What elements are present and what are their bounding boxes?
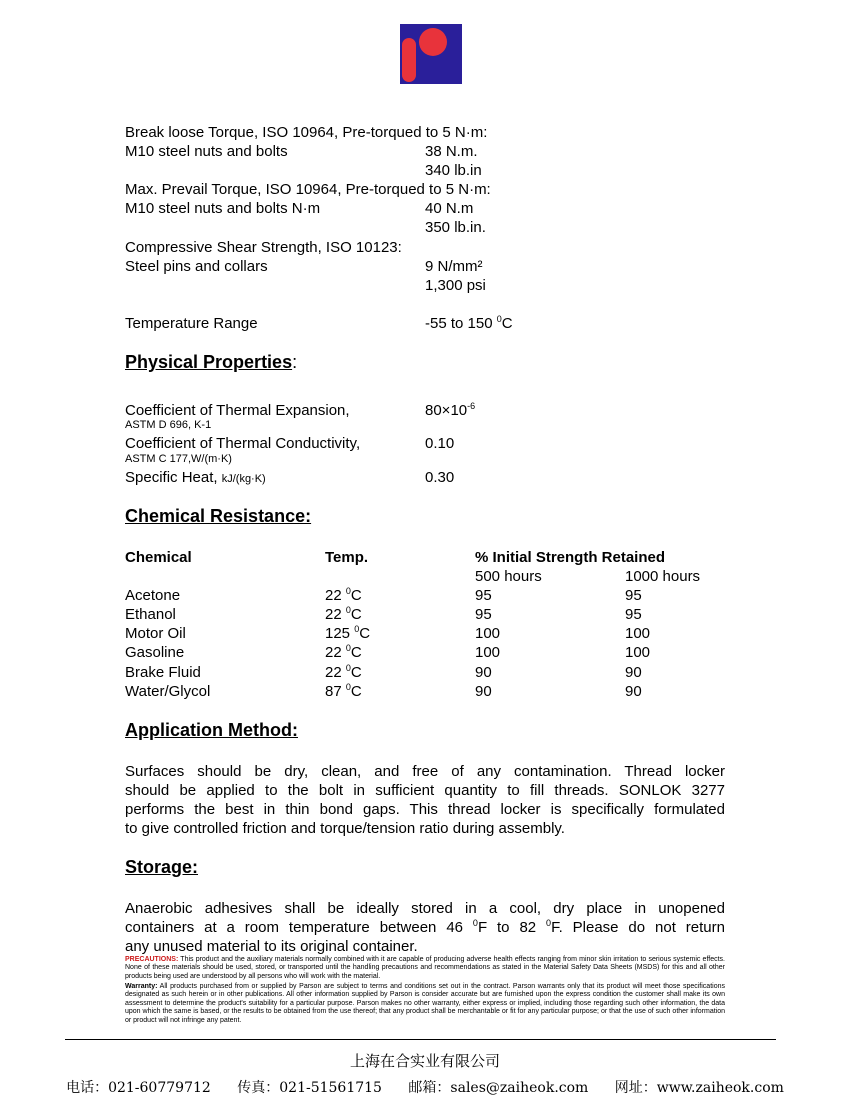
temperature-cell: 87 $^0$C (325, 682, 362, 700)
prevail-value-lbin: 350 lb.in. (425, 219, 486, 236)
strength-500h: 90 (475, 683, 492, 700)
cte-standard: ASTM D 696, K-1 (125, 419, 212, 431)
physical-properties-heading: Physical Properties: (125, 352, 298, 372)
chemical-name: Motor Oil (125, 625, 186, 642)
footer-phone: 电话：021-60779712 (66, 1080, 211, 1096)
strength-500h: 95 (475, 587, 492, 604)
strength-500h: 100 (475, 625, 501, 642)
strength-500h: 95 (475, 606, 492, 623)
prevail-title: Max. Prevail Torque, ISO 10964, Pre-torqued to 5 N·m: (125, 181, 491, 198)
cte-value: $80\times 10^{-6}$ (425, 401, 476, 419)
temperature-value: -55 to 150 $^0$C (425, 314, 513, 332)
cte-label: Coefficient of Thermal Expansion, (125, 402, 350, 419)
temperature-cell: 22 $^0$C (325, 586, 362, 604)
shear-title: Compressive Shear Strength, ISO 10123: (125, 239, 402, 256)
chemical-name: Ethanol (125, 606, 176, 623)
application-line-1: Surfaces should be dry, clean, and free of any contamination. Thread locker (125, 763, 725, 780)
chemical-name: Water/Glycol (125, 683, 211, 700)
temperature-cell: 125 $^0$C (325, 624, 371, 642)
chemical-name: Brake Fluid (125, 664, 201, 681)
shear-value-nmm: 9 N/mm² (425, 258, 483, 275)
precautions-notice: PRECAUTIONS: This product and the auxiliary materials normally combined with it are capable of producing adverse health effects ranging from minor skin irritation to serious systemic effects. None of these materials should be used, stored, or transported until the handling precautions and recommendations as stated in the Material Safety Data Sheets (MSDS) for this and all other products being used are understood by all persons who will work with the material. (125, 956, 725, 980)
chemical-name: Gasoline (125, 644, 185, 661)
footer-email[interactable]: 邮箱：sales@zaiheok.com (408, 1080, 589, 1096)
logo-stem (402, 38, 416, 82)
specific-heat-label: Specific Heat, kJ/(kg·K) (125, 469, 266, 486)
col-strength-header: % Initial Strength Retained (475, 549, 666, 566)
strength-1000h: 100 (625, 625, 651, 642)
logo-circle (419, 28, 447, 56)
application-method-heading: Application Method: (125, 720, 298, 740)
footer-divider (65, 1039, 776, 1040)
breakloose-value-lbin: 340 lb.in (425, 162, 482, 179)
warranty-notice: Warranty: All products purchased from or supplied by Parson are subject to terms and conditions set out in the contract. Parson warrants only that its product will meet those specifications designated as such herein or in other publications. All other information supplied by Parson is consider accurate but are furnished upon the express condition the customer shall make its own assessment to determine the product's suitability for a particular purpose. Parson makes no other warranty, either express or implied, including those regarding such other information, the data upon which the same is based, or the results to be obtained from the use thereof; that any product shall be merchantable or fit for any particular purpose; or that the use of such other information or product will not infringe any patent. (125, 983, 725, 1024)
temperature-cell: 22 $^0$C (325, 643, 362, 661)
application-line-3: performs the best in thin bond gaps. This thread locker is specifically formulated (125, 801, 725, 818)
storage-heading: Storage: (125, 857, 199, 877)
shear-value-psi: 1,300 psi (425, 277, 486, 294)
application-line-2: should be applied to the bolt in sufficient quantity to fill threads. SONLOK 3277 (125, 782, 725, 799)
footer-company-name: 上海在合实业有限公司 (349, 1052, 500, 1070)
col-chemical-header: Chemical (125, 549, 192, 566)
footer-website[interactable]: 网址：www.zaiheok.com (614, 1080, 784, 1096)
specific-heat-value: 0.30 (425, 469, 455, 486)
prevail-label: M10 steel nuts and bolts N·m (125, 200, 321, 217)
strength-500h: 100 (475, 644, 501, 661)
shear-label: Steel pins and collars (125, 258, 268, 275)
footer-fax: 传真：021-51561715 (237, 1080, 382, 1096)
footer-contact-line (0, 1077, 850, 1097)
strength-1000h: 90 (625, 683, 642, 700)
storage-line-1: Anaerobic adhesives shall be ideally stored in a cool, dry place in unopened (125, 900, 725, 917)
storage-line-2: containers at a room temperature between 46 $^0$F to 82 $^0$F. Please do not return (125, 918, 725, 936)
breakloose-label: M10 steel nuts and bolts (125, 143, 288, 160)
company-logo (400, 24, 462, 84)
col-500-hours: 500 hours (475, 568, 542, 585)
strength-500h: 90 (475, 664, 492, 681)
application-line-4: to give controlled friction and torque/tension ratio during assembly. (125, 820, 565, 837)
ctc-label: Coefficient of Thermal Conductivity, (125, 435, 361, 452)
breakloose-title: Break loose Torque, ISO 10964, Pre-torqued to 5 N·m: (125, 124, 488, 141)
col-1000-hours: 1000 hours (625, 568, 701, 585)
ctc-standard: ASTM C 177,W/(m·K) (125, 453, 232, 465)
temperature-cell: 22 $^0$C (325, 663, 362, 681)
prevail-value-nm: 40 N.m (425, 200, 474, 217)
strength-1000h: 100 (625, 644, 651, 661)
temperature-cell: 22 $^0$C (325, 605, 362, 623)
storage-line-3: any unused material to its original container. (125, 938, 418, 955)
chemical-resistance-heading: Chemical Resistance: (125, 506, 312, 526)
breakloose-value-nm: 38 N.m. (425, 143, 478, 160)
chemical-name: Acetone (125, 587, 181, 604)
ctc-value: 0.10 (425, 435, 455, 452)
col-temp-header: Temp. (325, 549, 369, 566)
strength-1000h: 95 (625, 587, 642, 604)
strength-1000h: 90 (625, 664, 642, 681)
strength-1000h: 95 (625, 606, 642, 623)
temperature-label: Temperature Range (125, 315, 258, 332)
